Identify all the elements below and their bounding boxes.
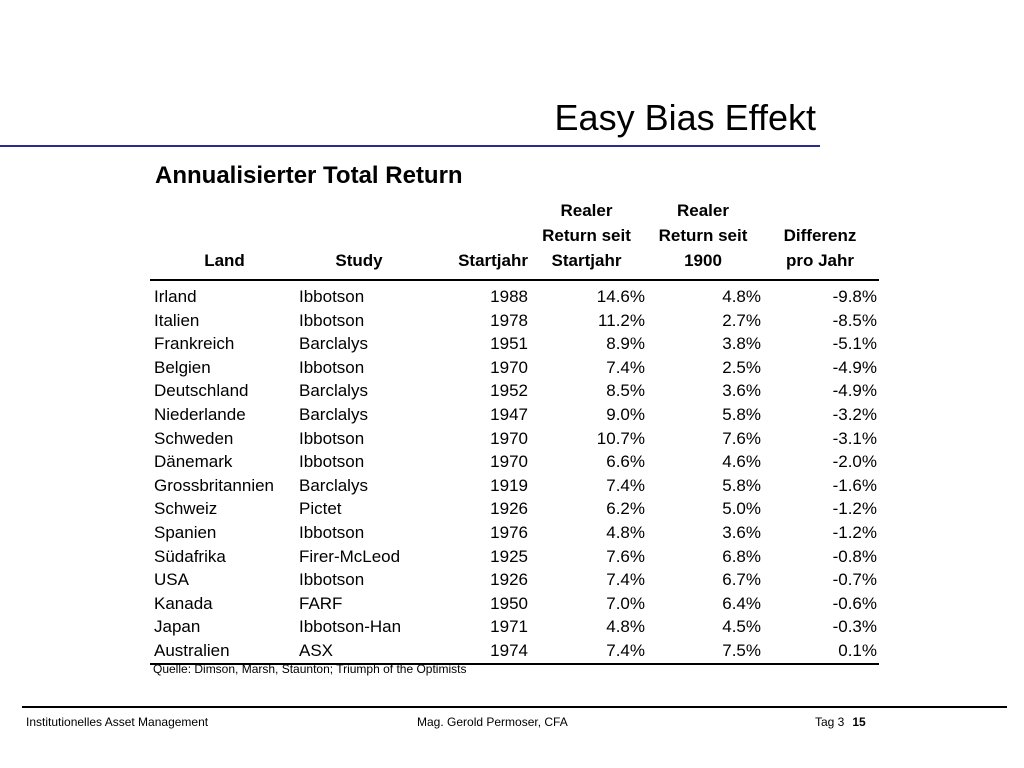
- cell-differenz: -0.7%: [832, 570, 877, 590]
- cell-differenz: 0.1%: [761, 639, 879, 664]
- cell-real-return-1900: 3.6%: [722, 522, 761, 542]
- cell-study: Ibbotson: [299, 357, 365, 377]
- cell-real-return-start: 7.4%: [528, 639, 645, 664]
- cell-startjahr: 1970: [490, 357, 528, 377]
- cell-land: Deutschland: [154, 381, 249, 401]
- cell-startjahr: 1925: [490, 546, 528, 566]
- cell-real-return-1900: 4.5%: [722, 617, 761, 637]
- footer-course-name: Institutionelles Asset Management: [26, 715, 209, 729]
- table-row: [150, 379, 879, 403]
- cell-study: Firer-McLeod: [299, 546, 401, 566]
- table-row: [150, 545, 879, 569]
- cell-differenz: -9.8%: [832, 287, 877, 306]
- cell-differenz: -4.9%: [832, 357, 877, 377]
- footer-divider: [22, 706, 1007, 708]
- cell-differenz: -0.6%: [832, 593, 877, 613]
- cell-real-return-start: 6.6%: [606, 452, 645, 472]
- cell-startjahr: 1950: [490, 593, 528, 613]
- cell-real-return-start: 9.0%: [606, 404, 645, 424]
- table-row: [150, 639, 879, 664]
- cell-startjahr: 1988: [490, 287, 528, 306]
- cell-land: Japan: [154, 617, 201, 637]
- cell-differenz: -1.2%: [832, 522, 877, 542]
- cell-real-return-1900: 7.5%: [645, 639, 761, 664]
- footer-day: Tag 3: [815, 715, 845, 729]
- cell-startjahr: 1971: [490, 617, 528, 637]
- header-differenz: Differenz pro Jahr: [761, 198, 879, 280]
- cell-real-return-1900: 2.7%: [722, 310, 761, 330]
- source-note: Quelle: Dimson, Marsh, Staunton; Triumph of the Optimists: [153, 662, 467, 676]
- cell-startjahr: 1952: [490, 381, 528, 401]
- cell-startjahr: 1919: [490, 475, 528, 495]
- cell-differenz: -8.5%: [832, 310, 877, 330]
- cell-differenz: -2.0%: [832, 452, 877, 472]
- header-study: Study: [299, 198, 419, 280]
- cell-real-return-1900: 5.8%: [722, 475, 761, 495]
- cell-study: ASX: [299, 639, 419, 664]
- cell-study: Barclalys: [299, 475, 368, 495]
- returns-table: [150, 198, 879, 665]
- cell-startjahr: 1974: [419, 639, 528, 664]
- cell-real-return-start: 6.2%: [606, 499, 645, 519]
- cell-real-return-1900: 6.8%: [722, 546, 761, 566]
- table-row: [150, 474, 879, 498]
- cell-land: USA: [154, 570, 189, 590]
- cell-real-return-start: 8.9%: [606, 334, 645, 354]
- page-number: 15: [852, 715, 866, 729]
- table-row: [150, 568, 879, 592]
- table-header-row: [150, 198, 879, 280]
- cell-startjahr: 1947: [490, 404, 528, 424]
- cell-real-return-start: 7.4%: [606, 570, 645, 590]
- cell-land: Schweiz: [154, 499, 218, 519]
- cell-differenz: -3.1%: [832, 428, 877, 448]
- cell-real-return-1900: 6.4%: [722, 593, 761, 613]
- cell-differenz: -4.9%: [832, 381, 877, 401]
- cell-startjahr: 1976: [490, 522, 528, 542]
- table-subtitle: Annualisierter Total Return: [155, 162, 463, 189]
- cell-real-return-start: 11.2%: [598, 310, 645, 330]
- cell-differenz: -3.2%: [832, 404, 877, 424]
- cell-land: Australien: [150, 639, 299, 664]
- title-divider: [0, 145, 820, 147]
- cell-land: Südafrika: [154, 546, 226, 566]
- cell-differenz: -5.1%: [832, 334, 877, 354]
- cell-real-return-start: 4.8%: [606, 617, 645, 637]
- footer-author: Mag. Gerold Permoser, CFA: [417, 715, 568, 729]
- cell-study: Ibbotson: [299, 287, 365, 306]
- table-row: [150, 427, 879, 451]
- header-startjahr: Startjahr: [419, 198, 528, 280]
- cell-study: Barclalys: [299, 404, 368, 424]
- cell-land: Schweden: [154, 428, 234, 448]
- cell-study: Ibbotson: [299, 428, 365, 448]
- table-row: [150, 309, 879, 333]
- cell-real-return-1900: 5.8%: [722, 404, 761, 424]
- cell-study: Pictet: [299, 499, 342, 519]
- table-row: [150, 592, 879, 616]
- cell-study: Ibbotson: [299, 570, 365, 590]
- cell-real-return-start: 7.0%: [606, 593, 645, 613]
- cell-land: Frankreich: [154, 334, 235, 354]
- table-row: [150, 280, 879, 309]
- cell-real-return-start: 10.7%: [596, 428, 645, 448]
- cell-startjahr: 1926: [490, 570, 528, 590]
- table-row: [150, 521, 879, 545]
- cell-real-return-1900: 4.6%: [722, 452, 761, 472]
- cell-differenz: -1.6%: [832, 475, 877, 495]
- cell-real-return-start: 7.4%: [606, 475, 645, 495]
- cell-real-return-1900: 3.6%: [722, 381, 761, 401]
- cell-real-return-1900: 2.5%: [722, 357, 761, 377]
- cell-startjahr: 1926: [490, 499, 528, 519]
- cell-differenz: -1.2%: [832, 499, 877, 519]
- cell-real-return-1900: 4.8%: [722, 287, 761, 306]
- cell-study: Barclalys: [299, 334, 368, 354]
- cell-startjahr: 1978: [490, 310, 528, 330]
- header-real-return-start: Realer Return seit Startjahr: [528, 198, 645, 280]
- cell-land: Grossbritannien: [154, 475, 275, 495]
- cell-land: Niederlande: [154, 404, 246, 424]
- table-row: [150, 356, 879, 380]
- slide-title: Easy Bias Effekt: [554, 97, 816, 138]
- cell-startjahr: 1970: [490, 428, 528, 448]
- cell-land: Kanada: [154, 593, 213, 613]
- cell-real-return-start: 8.5%: [606, 381, 645, 401]
- cell-study: Ibbotson: [299, 522, 365, 542]
- cell-land: Spanien: [154, 522, 217, 542]
- cell-real-return-1900: 7.6%: [722, 428, 761, 448]
- table-row: [150, 497, 879, 521]
- table-row: [150, 450, 879, 474]
- cell-real-return-start: 4.8%: [606, 522, 645, 542]
- cell-study: Ibbotson-Han: [299, 617, 402, 637]
- cell-startjahr: 1951: [490, 334, 528, 354]
- table-row: [150, 332, 879, 356]
- cell-study: Ibbotson: [299, 452, 365, 472]
- cell-differenz: -0.3%: [832, 617, 877, 637]
- cell-startjahr: 1970: [490, 452, 528, 472]
- cell-real-return-start: 7.6%: [606, 546, 645, 566]
- cell-study: Ibbotson: [299, 310, 365, 330]
- cell-differenz: -0.8%: [832, 546, 877, 566]
- cell-land: Belgien: [154, 357, 211, 377]
- cell-real-return-1900: 6.7%: [722, 570, 761, 590]
- cell-land: Dänemark: [154, 452, 233, 472]
- header-land: Land: [150, 198, 299, 280]
- cell-real-return-1900: 5.0%: [722, 499, 761, 519]
- table-row: [150, 615, 879, 639]
- cell-study: Barclalys: [299, 381, 368, 401]
- cell-real-return-start: 14.6%: [596, 287, 645, 306]
- cell-real-return-1900: 3.8%: [722, 334, 761, 354]
- cell-land: Italien: [154, 310, 200, 330]
- footer-page-info: [815, 715, 866, 729]
- table-row: [150, 403, 879, 427]
- cell-land: Irland: [154, 287, 197, 306]
- cell-real-return-start: 7.4%: [606, 357, 645, 377]
- cell-study: FARF: [299, 593, 343, 613]
- table-body: [150, 280, 879, 664]
- header-real-return-1900: Realer Return seit 1900: [645, 198, 761, 280]
